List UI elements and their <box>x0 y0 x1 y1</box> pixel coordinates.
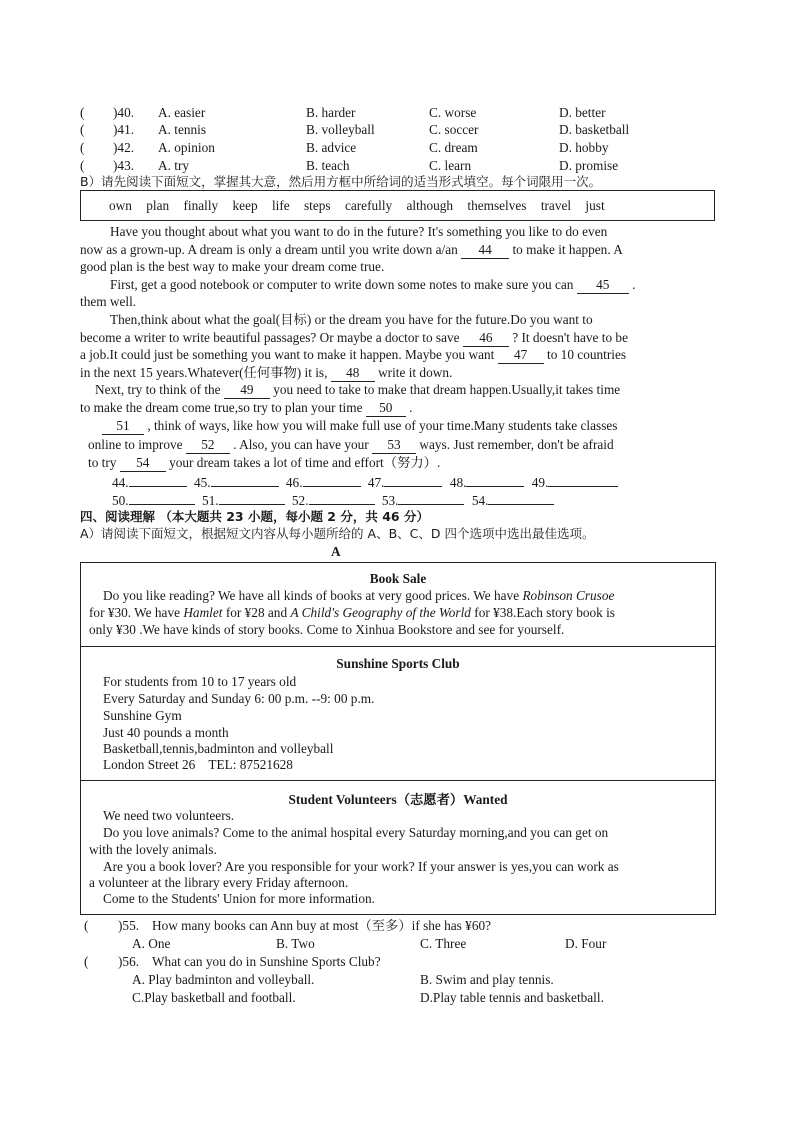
passage-text: to make it happen. A <box>512 242 623 257</box>
answer-label: 53. <box>381 493 399 508</box>
option-a: A. tennis <box>158 122 207 137</box>
passage-line <box>102 417 617 435</box>
blank-54[interactable]: 54 <box>120 454 166 472</box>
blank-44[interactable]: 44 <box>461 241 509 259</box>
question-number: )55. <box>118 918 140 933</box>
option-b: B. Two <box>276 936 315 951</box>
book-title-hamlet: Hamlet <box>183 605 223 620</box>
answer-label: 44. <box>112 475 129 490</box>
question-stem: What can you do in Sunshine Sports Club? <box>152 954 381 969</box>
option-d: D. Four <box>565 936 607 951</box>
passage-text: online to improve <box>88 437 183 452</box>
passage-line: good plan is the best way to make your dream come true. <box>80 259 385 274</box>
passage-text: to 10 countries <box>547 347 627 362</box>
sports-club-title: Sunshine Sports Club <box>336 656 460 671</box>
volunteers-line: with the lovely animals. <box>89 842 217 857</box>
ad-divider <box>81 646 715 647</box>
passage-line <box>80 364 452 382</box>
volunteers-line: a volunteer at the library every Friday afternoon. <box>89 875 349 890</box>
passage-line <box>95 381 620 399</box>
book-sale-title: Book Sale <box>369 571 427 586</box>
passage-text: Then,think about what the goal(目标) or the dream you have for the future.Do you want to <box>110 312 593 327</box>
passage-text: Next, try to think of the <box>95 382 221 397</box>
answer-label: 47. <box>367 475 385 490</box>
answer-field[interactable] <box>398 491 464 505</box>
word-bank-item: keep <box>232 198 258 213</box>
answer-field[interactable] <box>309 491 375 505</box>
section-b-instruction: B）请先阅读下面短文，掌握其大意，然后用方框中所给词的适当形式填空。每个词限用一次。 <box>80 174 602 189</box>
book-sale-line <box>89 604 615 621</box>
answer-paren[interactable]: ( <box>80 122 85 137</box>
option-c: C. soccer <box>429 122 479 137</box>
sports-club-line: Just 40 pounds a month <box>103 725 229 740</box>
option-d: D. basketball <box>559 122 630 137</box>
answer-paren[interactable]: ( <box>80 158 85 173</box>
option-b: B. advice <box>306 140 357 155</box>
option-c: C. worse <box>429 105 477 120</box>
option-a: A. easier <box>158 105 206 120</box>
option-d: D. better <box>559 105 606 120</box>
sports-club-line: Every Saturday and Sunday 6: 00 p.m. --9: 00 p.m. <box>103 691 375 706</box>
answer-field[interactable] <box>488 491 554 505</box>
book-sale-line: only ¥30 .We have kinds of story books. Come to Xinhua Bookstore and see for yourself. <box>89 622 565 637</box>
blank-52[interactable]: 52 <box>186 436 230 454</box>
blank-45[interactable]: 45 <box>577 276 629 294</box>
volunteers-line: Are you a book lover? Are you responsible for your work? If your answer is yes,you can work as <box>103 859 619 874</box>
question-number: )40. <box>113 105 135 120</box>
option-b: B. teach <box>306 158 350 173</box>
passage-text: become a writer to write beautiful passages? Or maybe a doctor to save <box>80 330 460 345</box>
book-title-geography: A Child's Geography of the World <box>290 605 471 620</box>
sports-club-line: For students from 10 to 17 years old <box>103 674 297 689</box>
answer-field[interactable] <box>384 473 442 487</box>
answer-field[interactable] <box>129 491 195 505</box>
answer-field[interactable] <box>129 473 187 487</box>
option-a: A. opinion <box>158 140 215 155</box>
answer-label: 54. <box>471 493 489 508</box>
sports-club-line: London Street 26 TEL: 87521628 <box>103 757 293 772</box>
passage-line <box>88 436 614 454</box>
section-4-heading: 四、阅读理解 （本大题共 23 小题，每小题 2 分，共 46 分） <box>80 509 429 524</box>
ads-box <box>80 562 716 915</box>
word-bank-item: just <box>585 198 605 213</box>
option-b: B. harder <box>306 105 356 120</box>
passage-text: now as a grown-up. A dream is only a dream until you write down a/an <box>80 242 458 257</box>
word-bank-item: finally <box>183 198 219 213</box>
answer-field[interactable] <box>219 491 285 505</box>
passage-text: you need to take to make that dream happen.Usually,it takes time <box>273 382 621 397</box>
book-sale-text: for ¥28 and <box>225 605 288 620</box>
answer-field[interactable] <box>211 473 279 487</box>
passage-text: write it down. <box>378 365 453 380</box>
volunteers-line: We need two volunteers. <box>103 808 235 823</box>
option-c: C.Play basketball and football. <box>132 990 296 1005</box>
option-a: A. One <box>132 936 171 951</box>
book-sale-text: Do you like reading? We have all kinds of books at very good prices. We have <box>103 588 520 603</box>
question-number: )56. <box>118 954 140 969</box>
passage-text: your dream takes a lot of time and effort（努力）. <box>169 455 441 470</box>
answer-paren[interactable]: ( <box>80 140 85 155</box>
option-d: D. hobby <box>559 140 609 155</box>
word-bank-item: own <box>109 198 132 213</box>
book-title-robinson: Robinson Crusoe <box>522 588 615 603</box>
book-sale-text: for ¥30. We have <box>89 605 180 620</box>
answer-paren[interactable]: ( <box>84 954 89 969</box>
passage-text: First, get a good notebook or computer to write down some notes to make sure you can <box>110 277 574 292</box>
passage-text: a job.It could just be something you want to make it happen. Maybe you want <box>80 347 495 362</box>
option-a: A. try <box>158 158 190 173</box>
word-bank-item: plan <box>146 198 170 213</box>
word-bank-item: life <box>271 198 290 213</box>
book-sale-text: for ¥38.Each story book is <box>474 605 615 620</box>
book-sale-line <box>103 587 614 604</box>
answer-field[interactable] <box>466 473 524 487</box>
answer-paren[interactable]: ( <box>84 918 89 933</box>
word-bank <box>109 198 616 214</box>
answer-field[interactable] <box>548 473 618 487</box>
section-4-instruction: A）请阅读下面短文，根据短文内容从每小题所给的 A、B、C、D 四个选项中选出最佳选项。 <box>80 526 595 541</box>
passage-text: ways. Just remember, don't be afraid <box>419 437 614 452</box>
word-bank-item: themselves <box>467 198 527 213</box>
option-c: C. learn <box>429 158 472 173</box>
answer-row <box>112 491 554 509</box>
blank-46[interactable]: 46 <box>463 329 509 347</box>
question-number: )42. <box>113 140 135 155</box>
passage-text: in the next 15 years.Whatever(任何事物) it is, <box>80 365 328 380</box>
passage-text: to try <box>88 455 117 470</box>
answer-label: 46. <box>285 475 303 490</box>
word-bank-item: travel <box>540 198 572 213</box>
blank-48[interactable]: 48 <box>331 364 375 382</box>
passage-text: . <box>632 277 636 292</box>
sports-club-line: Basketball,tennis,badminton and volleyball <box>103 741 334 756</box>
answer-label: 51. <box>201 493 219 508</box>
option-c: C. Three <box>420 936 467 951</box>
word-bank-item: although <box>406 198 454 213</box>
blank-47[interactable]: 47 <box>498 346 544 364</box>
volunteers-line: Do you love animals? Come to the animal hospital every Saturday morning,and you can get on <box>103 825 609 840</box>
passage-line <box>110 311 593 328</box>
blank-49[interactable]: 49 <box>224 381 270 399</box>
blank-50[interactable]: 50 <box>366 399 406 417</box>
passage-text: . Also, you can have your <box>233 437 369 452</box>
option-b: B. volleyball <box>306 122 375 137</box>
blank-53[interactable]: 53 <box>372 436 416 454</box>
passage-line: them well. <box>80 294 137 309</box>
blank-51[interactable]: 51 <box>102 417 144 435</box>
passage-line <box>80 399 412 417</box>
answer-field[interactable] <box>303 473 361 487</box>
ad-divider <box>81 780 715 781</box>
option-a: A. Play badminton and volleyball. <box>132 972 315 987</box>
passage-letter: A <box>331 544 341 559</box>
answer-label: 52. <box>291 493 309 508</box>
word-bank-item: steps <box>304 198 331 213</box>
volunteers-title: Student Volunteers（志愿者）Wanted <box>288 792 508 807</box>
passage-text: . <box>409 400 413 415</box>
passage-text: to make the dream come true,so try to plan your time <box>80 400 363 415</box>
word-bank-box <box>80 190 715 221</box>
word-bank-item: carefully <box>344 198 393 213</box>
passage-line <box>80 346 626 364</box>
question-stem: How many books can Ann buy at most（至多）if she has ¥60? <box>152 918 492 933</box>
answer-label: 49. <box>531 475 549 490</box>
answer-label: 45. <box>193 475 211 490</box>
passage-line <box>88 454 440 472</box>
answer-label: 48. <box>449 475 467 490</box>
answer-paren[interactable]: ( <box>80 105 85 120</box>
passage-line <box>80 329 628 347</box>
answer-label: 50. <box>112 493 129 508</box>
option-d: D.Play table tennis and basketball. <box>420 990 604 1005</box>
passage-line: Have you thought about what you want to do in the future? It's something you like to do even <box>110 224 608 239</box>
question-number: )41. <box>113 122 135 137</box>
option-c: C. dream <box>429 140 478 155</box>
option-b: B. Swim and play tennis. <box>420 972 554 987</box>
option-d: D. promise <box>559 158 619 173</box>
passage-text: ? It doesn't have to be <box>512 330 628 345</box>
passage-line <box>80 241 623 259</box>
answer-row <box>112 473 618 491</box>
question-number: )43. <box>113 158 135 173</box>
passage-text: , think of ways, like how you will make full use of your time.Many students take classes <box>147 418 618 433</box>
passage-line <box>110 276 635 294</box>
volunteers-line: Come to the Students' Union for more information. <box>103 891 375 906</box>
sports-club-line: Sunshine Gym <box>103 708 182 723</box>
